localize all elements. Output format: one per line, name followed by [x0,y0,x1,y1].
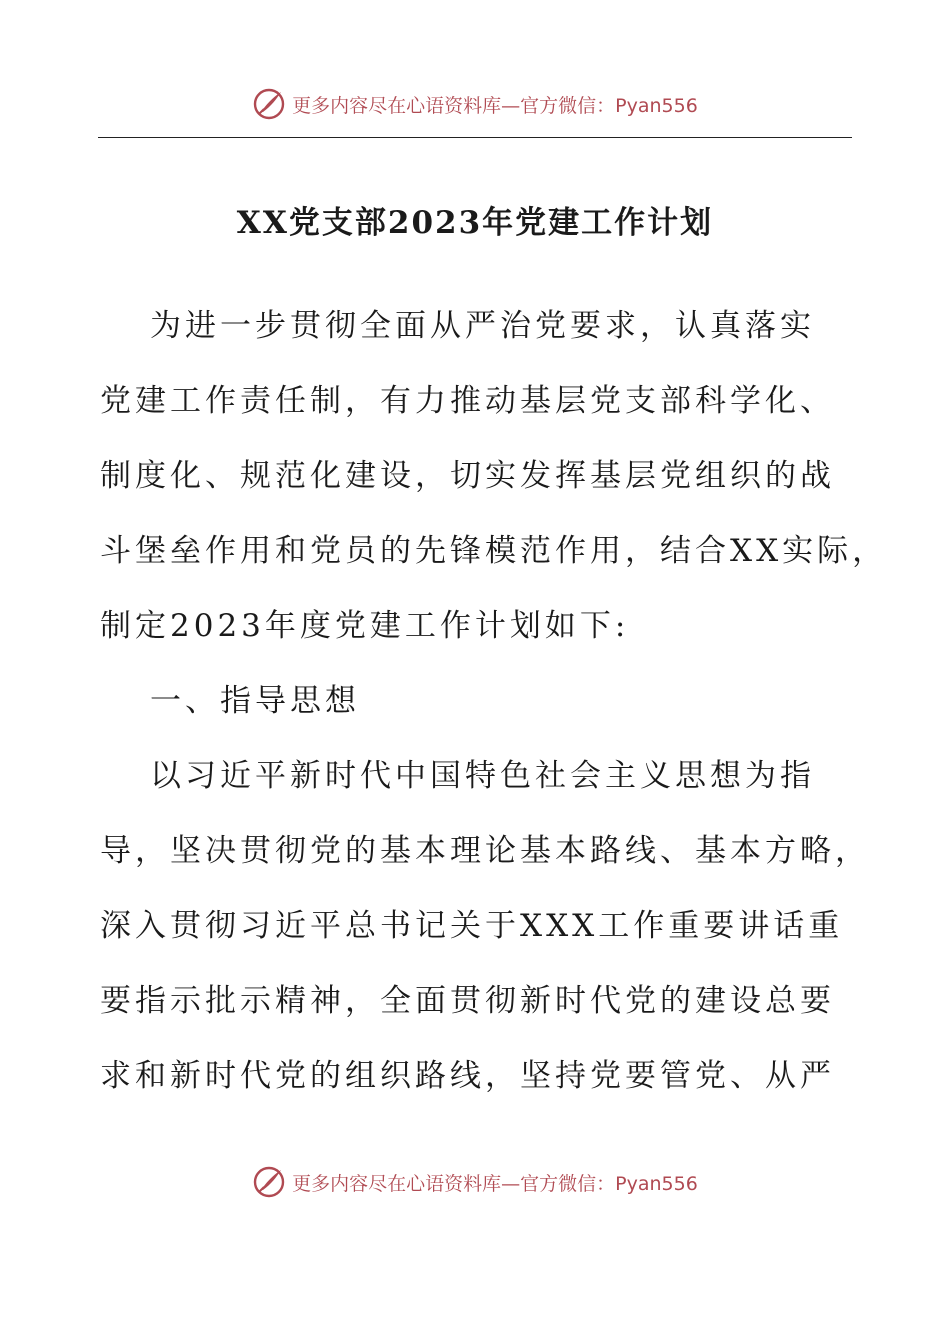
footer-watermark [0,1162,950,1202]
paragraph-line: 为进一步贯彻全面从严治党要求，认真落实 [150,308,815,344]
watermark-text: 更多内容尽在心语资料库—官方微信：Pyan556 [292,94,698,117]
document-title: XX党支部2023年党建工作计划 [236,205,714,241]
paragraph-line: 制定2023年度党建工作计划如下: [100,608,630,644]
paragraph-line: 党建工作责任制，有力推动基层党支部科学化、 [100,383,835,419]
paragraph-line: 深入贯彻习近平总书记关于XXX工作重要讲话重 [100,908,844,944]
watermark-id: Pyan556 [615,94,698,117]
paragraph-line: 以习近平新时代中国特色社会主义思想为指 [150,758,815,794]
watermark-text: 更多内容尽在心语资料库—官方微信：Pyan556 [292,1172,698,1195]
section-heading: 一、指导思想 [150,683,360,719]
paragraph-line: 制度化、规范化建设，切实发挥基层党组织的战 [100,458,835,494]
paragraph-line: 斗堡垒作用和党员的先锋模范作用，结合XX实际， [100,533,888,569]
paragraph-line: 要指示批示精神，全面贯彻新时代党的建设总要 [100,983,835,1019]
document-body [100,289,888,1114]
header-divider [98,137,852,138]
paragraph-line: 求和新时代党的组织路线，坚持党要管党、从严 [100,1058,835,1094]
header-watermark [0,84,950,124]
quill-pen-logo-icon [252,87,286,121]
quill-pen-logo-icon [252,1165,286,1199]
watermark-id: Pyan556 [615,1172,698,1195]
paragraph-line: 导，坚决贯彻党的基本理论基本路线、基本方略， [100,833,870,869]
